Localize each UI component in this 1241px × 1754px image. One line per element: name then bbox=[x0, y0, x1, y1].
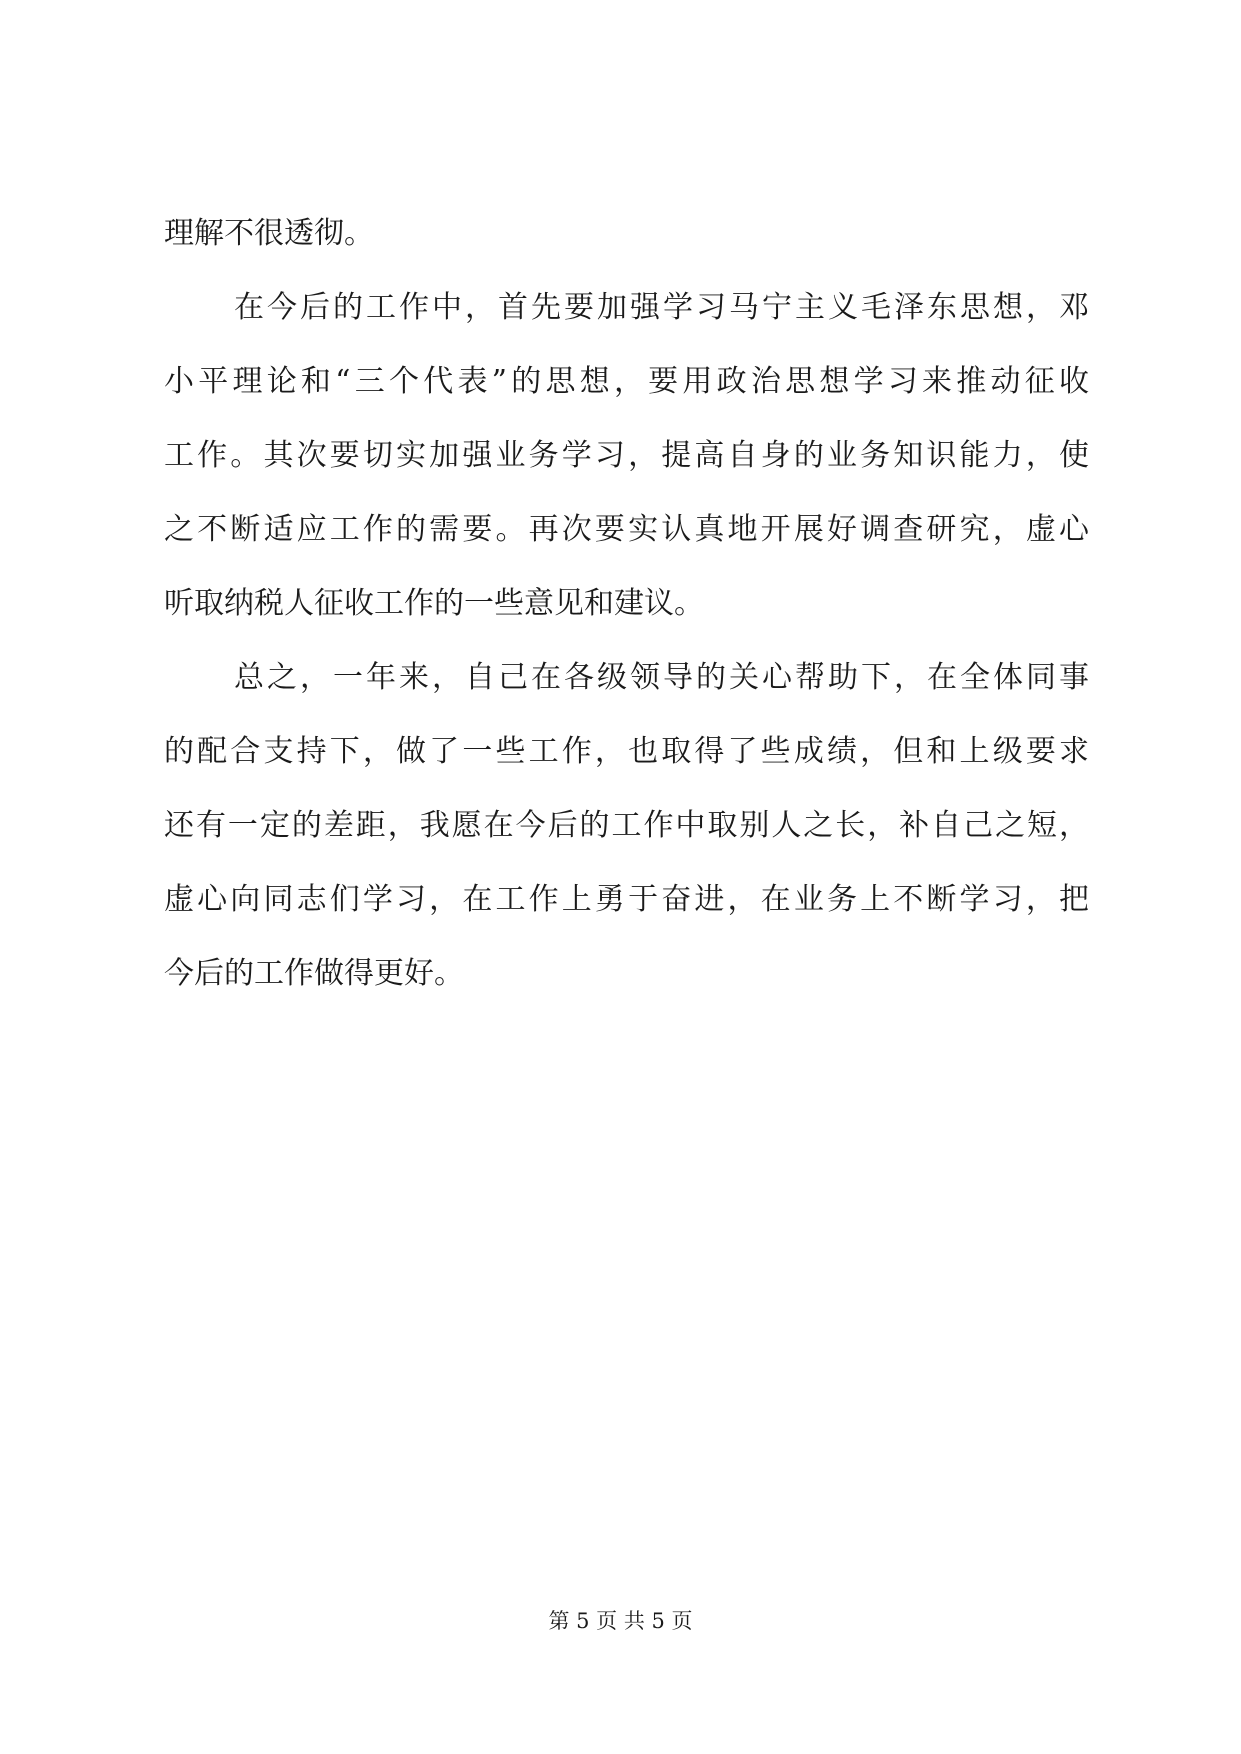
paragraph-3-line-4: 虚心向同志们学习，在工作上勇于奋进，在业务上不断学习，把 bbox=[164, 882, 1089, 917]
paragraph-3-line-1: 总之，一年来，自己在各级领导的关心帮助下，在全体同事 bbox=[234, 660, 1089, 695]
paragraph-2-line-1: 在今后的工作中，首先要加强学习马宁主义毛泽东思想，邓 bbox=[234, 290, 1089, 325]
paragraph-3-line-5: 今后的工作做得更好。 bbox=[164, 956, 464, 991]
paragraph-1-line-1: 理解不很透彻。 bbox=[164, 216, 374, 251]
page-number-footer: 第 5 页 共 5 页 bbox=[548, 1609, 693, 1633]
paragraph-3-line-3: 还有一定的差距，我愿在今后的工作中取别人之长，补自己之短， bbox=[164, 808, 1089, 843]
paragraph-2-line-5: 听取纳税人征收工作的一些意见和建议。 bbox=[164, 586, 704, 621]
paragraph-2-line-3: 工作。其次要切实加强业务学习，提高自身的业务知识能力，使 bbox=[164, 438, 1089, 473]
paragraph-2-line-2: 小平理论和“三个代表”的思想，要用政治思想学习来推动征收 bbox=[164, 364, 1089, 399]
paragraph-3-line-2: 的配合支持下，做了一些工作，也取得了些成绩，但和上级要求 bbox=[164, 734, 1089, 769]
paragraph-2-line-4: 之不断适应工作的需要。再次要实认真地开展好调查研究，虚心 bbox=[164, 512, 1089, 547]
